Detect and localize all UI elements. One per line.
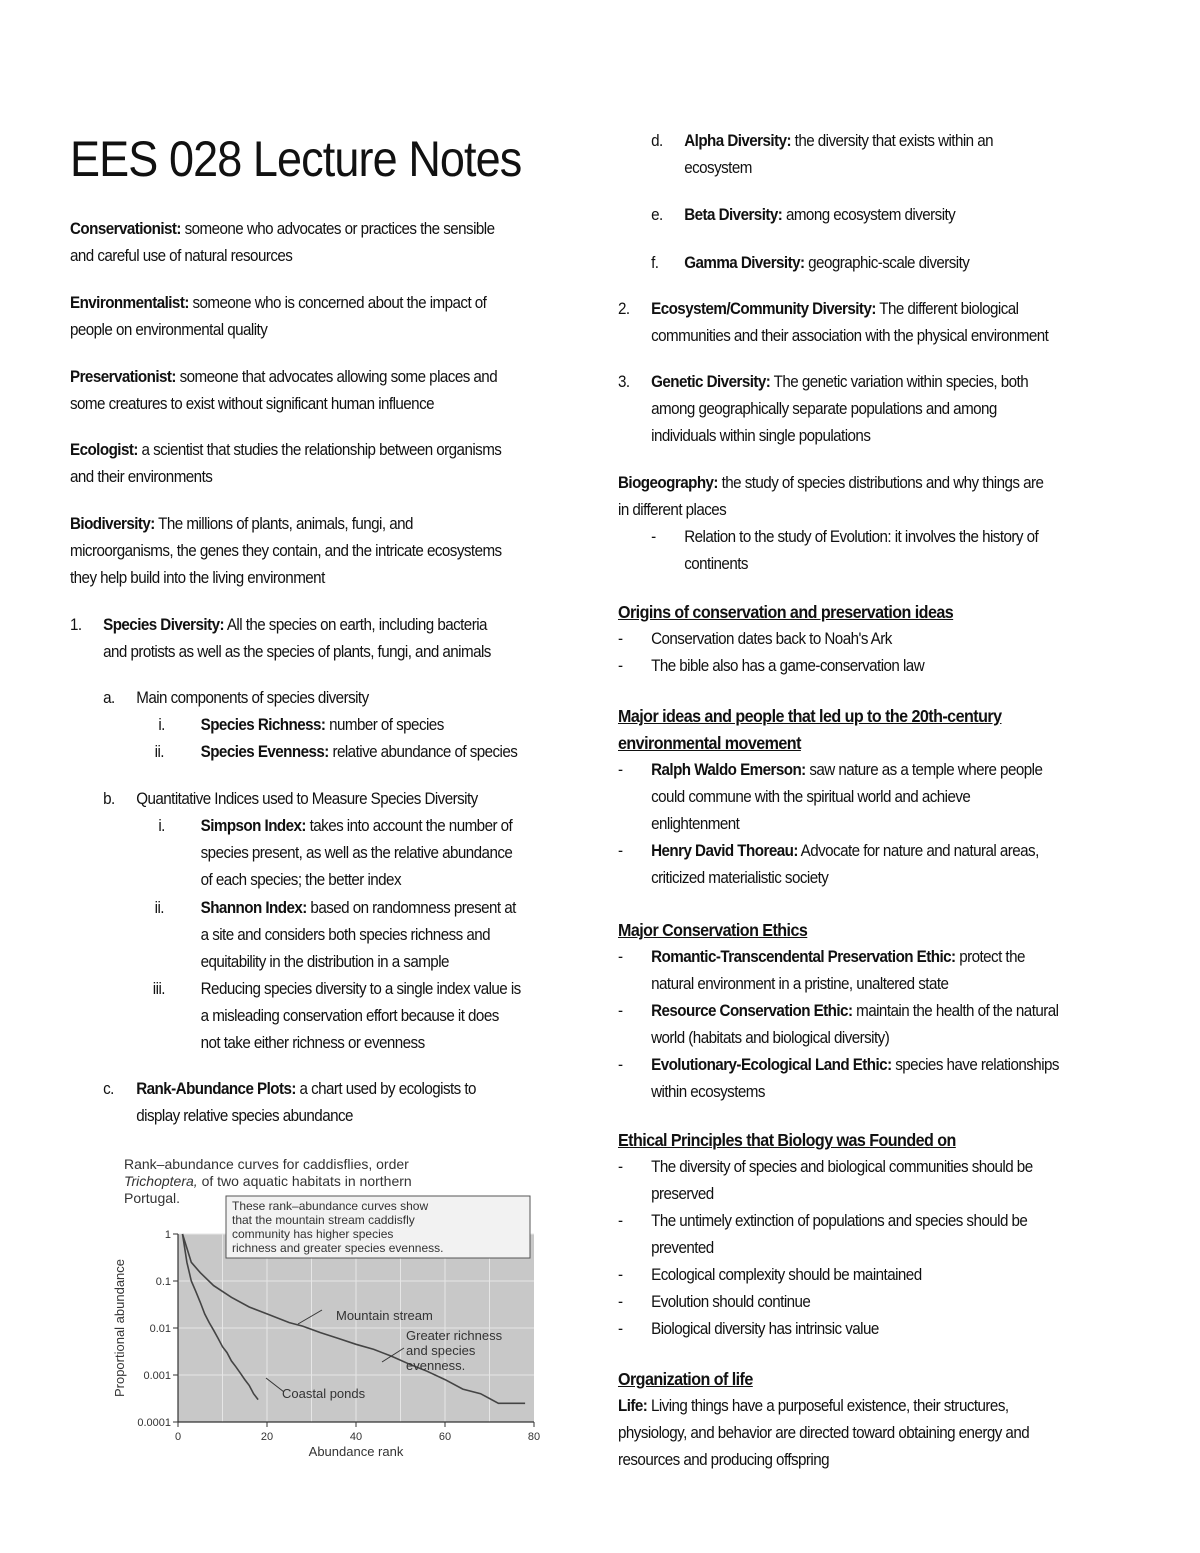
item-shannon-index: ii. Shannon Index: based on randomness present at a site and considers both species richness and equitability in the distribution in a sample <box>154 899 516 971</box>
x-tick-label: 40 <box>349 1431 363 1443</box>
principle-item: - The untimely extinction of populations and species should be prevented <box>618 1212 1028 1257</box>
callout-line3: community has higher species <box>232 1227 394 1241</box>
y-tick-label: 0.0001 <box>137 1417 171 1429</box>
item-beta-diversity: e. Beta Diversity: among ecosystem diversity <box>651 206 956 224</box>
item-reducing-diversity: iii. Reducing species diversity to a single index value is a misleading conservation effort because it does not take either richness or evenness <box>152 980 521 1052</box>
principle-item: - Evolution should continue <box>618 1293 811 1311</box>
label-greater-richness-line2: and species <box>406 1343 476 1358</box>
y-tick-label: 0.1 <box>155 1276 171 1288</box>
label-coastal-ponds: Coastal ponds <box>282 1386 366 1401</box>
y-tick-label: 0.001 <box>143 1370 171 1382</box>
item-species-evenness: ii. Species Evenness: relative abundance of species <box>154 743 518 761</box>
label-greater-richness-line3: evenness. <box>406 1358 466 1373</box>
callout-line2: that the mountain stream caddisfly <box>232 1213 415 1227</box>
definition-biogeography: Biogeography: the study of species distributions and why things are in different places <box>618 474 1044 519</box>
definition-ecologist: Ecologist: a scientist that studies the relationship between organisms and their environments <box>70 441 502 486</box>
heading-conservation-ethics: Major Conservation Ethics <box>618 920 808 940</box>
definition-environmentalist: Environmentalist: someone who is concerned about the impact of people on environmental quality <box>70 294 487 339</box>
figure-caption-line3: Portugal. <box>124 1190 181 1206</box>
bullet-emerson: - Ralph Waldo Emerson: saw nature as a temple where people could commune with the spiritual world and achieve enlightenment <box>618 761 1043 833</box>
x-tick-label: 80 <box>527 1431 541 1443</box>
item-genetic-diversity: 3. Genetic Diversity: The genetic variation within species, both among geographically separate populations and among individuals within single populations <box>618 373 1029 445</box>
item-quantitative-indices: b. Quantitative Indices used to Measure Species Diversity <box>103 790 478 808</box>
figure-caption-line1: Rank–abundance curves for caddisflies, order <box>124 1156 409 1172</box>
label-greater-richness-line1: Greater richness <box>406 1328 503 1343</box>
heading-ethical-principles: Ethical Principles that Biology was Founded on <box>618 1130 956 1150</box>
heading-origins: Origins of conservation and preservation ideas <box>618 602 954 622</box>
y-tick-label: 1 <box>164 1229 171 1241</box>
rank-abundance-chart <box>108 1152 541 1466</box>
x-tick-label: 20 <box>260 1431 274 1443</box>
item-main-components: a. Main components of species diversity <box>103 689 369 707</box>
item-species-diversity: 1. Species Diversity: All the species on earth, including bacteria and protists as well as the species of plants, fungi, and animals <box>70 616 491 661</box>
item-rank-abundance-plots: c. Rank-Abundance Plots: a chart used by ecologists to display relative species abundance <box>103 1080 476 1125</box>
y-tick-label: 0.01 <box>149 1323 171 1335</box>
x-tick-label: 0 <box>174 1431 182 1443</box>
heading-major-ideas-line1: Major ideas and people that led up to the 20th-century <box>618 706 1002 726</box>
section-origins: Origins of conservation and preservation ideas - Conservation dates back to Noah's Ark - The bible also has a game-conservation law <box>618 599 953 680</box>
callout-line4: richness and greater species evenness. <box>232 1241 444 1255</box>
item-species-richness: i. Species Richness: number of species <box>158 716 444 734</box>
definition-preservationist: Preservationist: someone that advocates allowing some places and some creatures to exist without significant human influence <box>70 368 498 413</box>
principle-item: - Ecological complexity should be maintained <box>618 1266 922 1284</box>
definition-conservationist: Conservationist: someone who advocates or practices the sensible and careful use of natural resources <box>70 220 495 265</box>
section-organization-of-life: Organization of life Life: Living things have a purposeful existence, their structures, physiology, and behavior are directed toward obtaining energy and resources and producing offspring <box>618 1366 1029 1474</box>
section-ethical-principles <box>618 1127 1033 1343</box>
x-tick-label: 60 <box>438 1431 452 1443</box>
callout-line1: These rank–abundance curves show <box>232 1199 429 1213</box>
item-alpha-diversity: d. Alpha Diversity: the diversity that exists within an ecosystem <box>651 132 994 177</box>
biogeography-evolution-note: - Relation to the study of Evolution: it involves the history of continents <box>651 528 1039 573</box>
label-mountain-stream: Mountain stream <box>336 1308 433 1323</box>
bullet-thoreau: - Henry David Thoreau: Advocate for nature and natural areas, criticized materialistic society <box>618 842 1039 887</box>
x-axis-label: Abundance rank <box>308 1444 404 1459</box>
item-simpson-index: i. Simpson Index: takes into account the number of species present, as well as the relative abundance of each species; the better index <box>158 817 513 889</box>
item-gamma-diversity: f. Gamma Diversity: geographic-scale diversity <box>651 254 970 272</box>
heading-major-ideas-line2: environmental movement <box>618 733 801 753</box>
heading-organization-of-life: Organization of life <box>618 1369 753 1389</box>
bullet-romantic-ethic: - Romantic-Transcendental Preservation Ethic: protect the natural environment in a pristine, unaltered state <box>618 948 1025 993</box>
bullet-resource-ethic: - Resource Conservation Ethic: maintain the health of the natural world (habitats and biological diversity) <box>618 1002 1059 1047</box>
bullet-land-ethic: - Evolutionary-Ecological Land Ethic: species have relationships within ecosystems <box>618 1056 1059 1101</box>
figure-caption-line2: Trichoptera, of two aquatic habitats in northern <box>124 1173 412 1189</box>
page-title: EES 028 Lecture Notes <box>70 131 522 187</box>
section-major-ideas <box>618 703 1042 892</box>
principle-item: - The diversity of species and biological communities should be preserved <box>618 1158 1033 1203</box>
item-ecosystem-diversity: 2. Ecosystem/Community Diversity: The different biological communities and their association with the physical environment <box>618 300 1049 345</box>
rank-abundance-figure <box>108 1152 541 1466</box>
definition-biodiversity: Biodiversity: The millions of plants, animals, fungi, and microorganisms, the genes they contain, and the intricate ecosystems they help build into the living environment <box>70 515 502 587</box>
y-axis-label: Proportional abundance <box>112 1258 127 1398</box>
section-conservation-ethics <box>618 917 1059 1106</box>
principle-item: - Biological diversity has intrinsic value <box>618 1320 879 1338</box>
